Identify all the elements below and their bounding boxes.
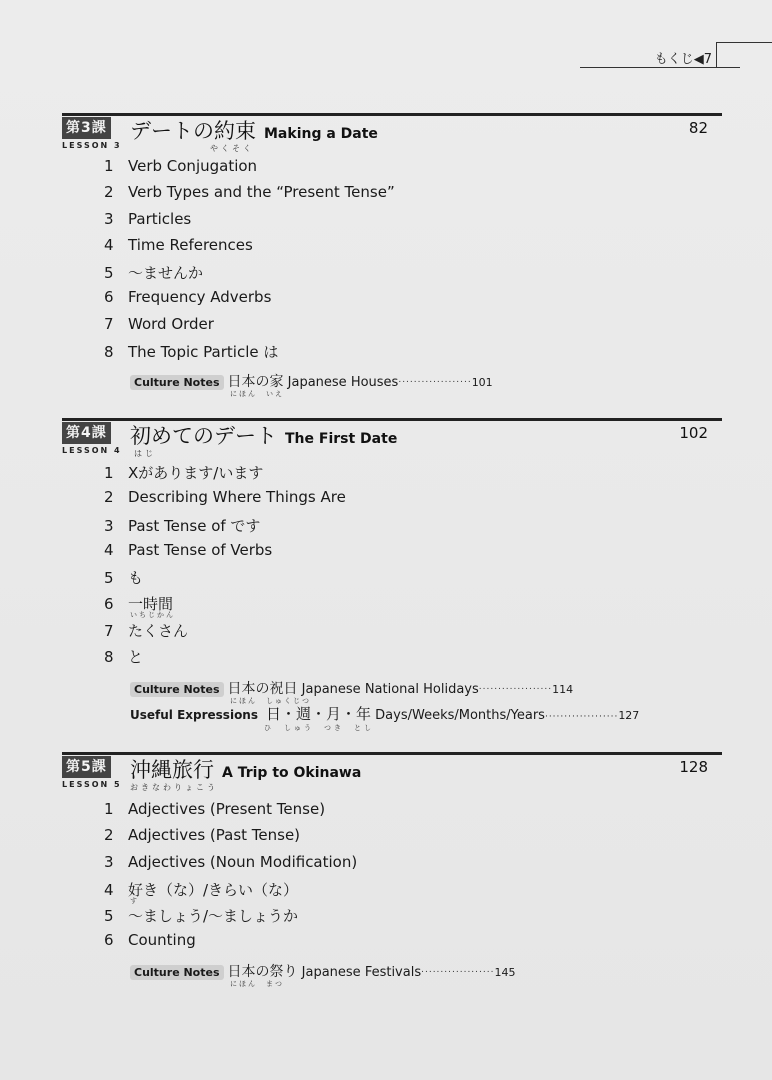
useful-expressions-label: Useful Expressions (130, 708, 258, 722)
lesson-badge: 第3課 (62, 117, 111, 139)
leader-dots: ··················· (544, 712, 619, 722)
grammar-list (104, 462, 346, 672)
running-head: もくじ◀7 (654, 52, 712, 67)
grammar-item[interactable]: 5 も (104, 569, 144, 588)
grammar-item[interactable]: 4 好き（な）/きらい（な） す (104, 880, 299, 905)
running-head-rule (580, 67, 740, 68)
running-head-rule-vertical (716, 42, 717, 67)
grammar-item[interactable]: 8 と (104, 648, 144, 667)
grammar-item[interactable]: 6 Counting (104, 931, 196, 950)
culture-notes-tag: Culture Notes (130, 375, 224, 390)
leader-dots: ··················· (398, 377, 472, 388)
grammar-item[interactable]: 7 たくさん (104, 621, 189, 640)
culture-notes-entry[interactable]: Culture Notes 日本の祝日 Japanese National Holidays···················114 にほん しゅくじつ (130, 678, 573, 698)
grammar-item[interactable]: 6 一時間 いちじかん (104, 595, 175, 620)
lesson-title-jp: デートの約束 (130, 119, 256, 143)
grammar-item-ruby: す (130, 896, 139, 905)
culture-notes-tag: Culture Notes (130, 965, 224, 980)
culture-notes-page: 101 (471, 376, 493, 389)
lesson-title-ruby: おきなわりょこう (130, 783, 218, 792)
grammar-item[interactable]: 2 Adjectives (Past Tense) (104, 826, 301, 845)
grammar-item[interactable]: 2 Verb Types and the “Present Tense” (104, 183, 395, 202)
lesson-page-number: 128 (679, 758, 708, 776)
grammar-item[interactable]: 3 Particles (104, 209, 192, 228)
leader-dots: ··················· (478, 684, 553, 695)
grammar-item[interactable]: 1 Adjectives (Present Tense) (104, 800, 326, 818)
lesson-label: LESSON 4 (62, 446, 122, 455)
lesson-title-jp: 沖縄旅行 (130, 758, 214, 782)
lesson-title-ruby: はじ (134, 449, 156, 458)
culture-notes-page: 145 (494, 966, 516, 979)
lesson-badge: 第4課 (62, 422, 111, 444)
leader-dots: ··················· (421, 967, 495, 978)
useful-expressions-page: 127 (618, 709, 640, 722)
grammar-item[interactable]: 4 Time References (104, 235, 253, 254)
lesson-title-en: A Trip to Okinawa (222, 765, 362, 781)
useful-expressions-ruby: ひ しゅう つき とし (264, 724, 374, 732)
grammar-item-ruby: いちじかん (130, 611, 175, 620)
lesson-page-number: 102 (679, 424, 708, 442)
grammar-item[interactable]: 6 Frequency Adverbs (104, 288, 272, 307)
culture-notes-ruby: にほん まつ (230, 980, 284, 988)
lesson-label: LESSON 3 (62, 141, 122, 150)
grammar-item[interactable]: 5 〜ませんか (104, 264, 204, 283)
lesson-badge: 第5課 (62, 756, 111, 778)
grammar-list (104, 800, 357, 958)
grammar-item[interactable]: 3 Adjectives (Noun Modification) (104, 852, 358, 871)
lesson-label: LESSON 5 (62, 780, 122, 789)
useful-expressions-entry[interactable]: Useful Expressions 日・週・月・年 Days/Weeks/Months/Years···················127 ひ しゅう つき とし (130, 705, 640, 732)
lesson-title-ruby: やくそく (210, 144, 254, 153)
lesson-title[interactable] (130, 754, 361, 784)
lesson-title-jp: 初めてのデート (130, 424, 277, 448)
running-head-rule-top (716, 42, 772, 43)
grammar-item[interactable]: 2 Describing Where Things Are (104, 488, 346, 507)
grammar-item[interactable]: 1 Xがあります/います (104, 464, 264, 482)
culture-notes-ruby: にほん いえ (230, 390, 284, 398)
lesson-title[interactable] (130, 115, 378, 145)
grammar-list (104, 157, 395, 367)
lesson-title-en: The First Date (285, 431, 398, 447)
lesson-page-number: 82 (688, 119, 708, 137)
lesson-title[interactable] (130, 420, 397, 450)
grammar-item[interactable]: 5 〜ましょう/〜ましょうか (104, 907, 299, 926)
lesson-title-en: Making a Date (264, 126, 378, 142)
grammar-item[interactable]: 4 Past Tense of Verbs (104, 540, 273, 559)
grammar-item[interactable]: 1 Verb Conjugation (104, 157, 258, 175)
grammar-item[interactable]: 7 Word Order (104, 314, 214, 333)
grammar-item[interactable]: 8 The Topic Particle は (104, 343, 279, 362)
culture-notes-entry[interactable]: Culture Notes 日本の家 Japanese Houses···················101 にほん いえ (130, 371, 493, 391)
grammar-item[interactable]: 3 Past Tense of です (104, 516, 261, 535)
culture-notes-entry[interactable]: Culture Notes 日本の祭り Japanese Festivals···················145 にほん まつ (130, 961, 515, 981)
culture-notes-page: 114 (552, 683, 574, 696)
culture-notes-tag: Culture Notes (130, 682, 224, 697)
culture-notes-ruby: にほん しゅくじつ (230, 697, 311, 705)
